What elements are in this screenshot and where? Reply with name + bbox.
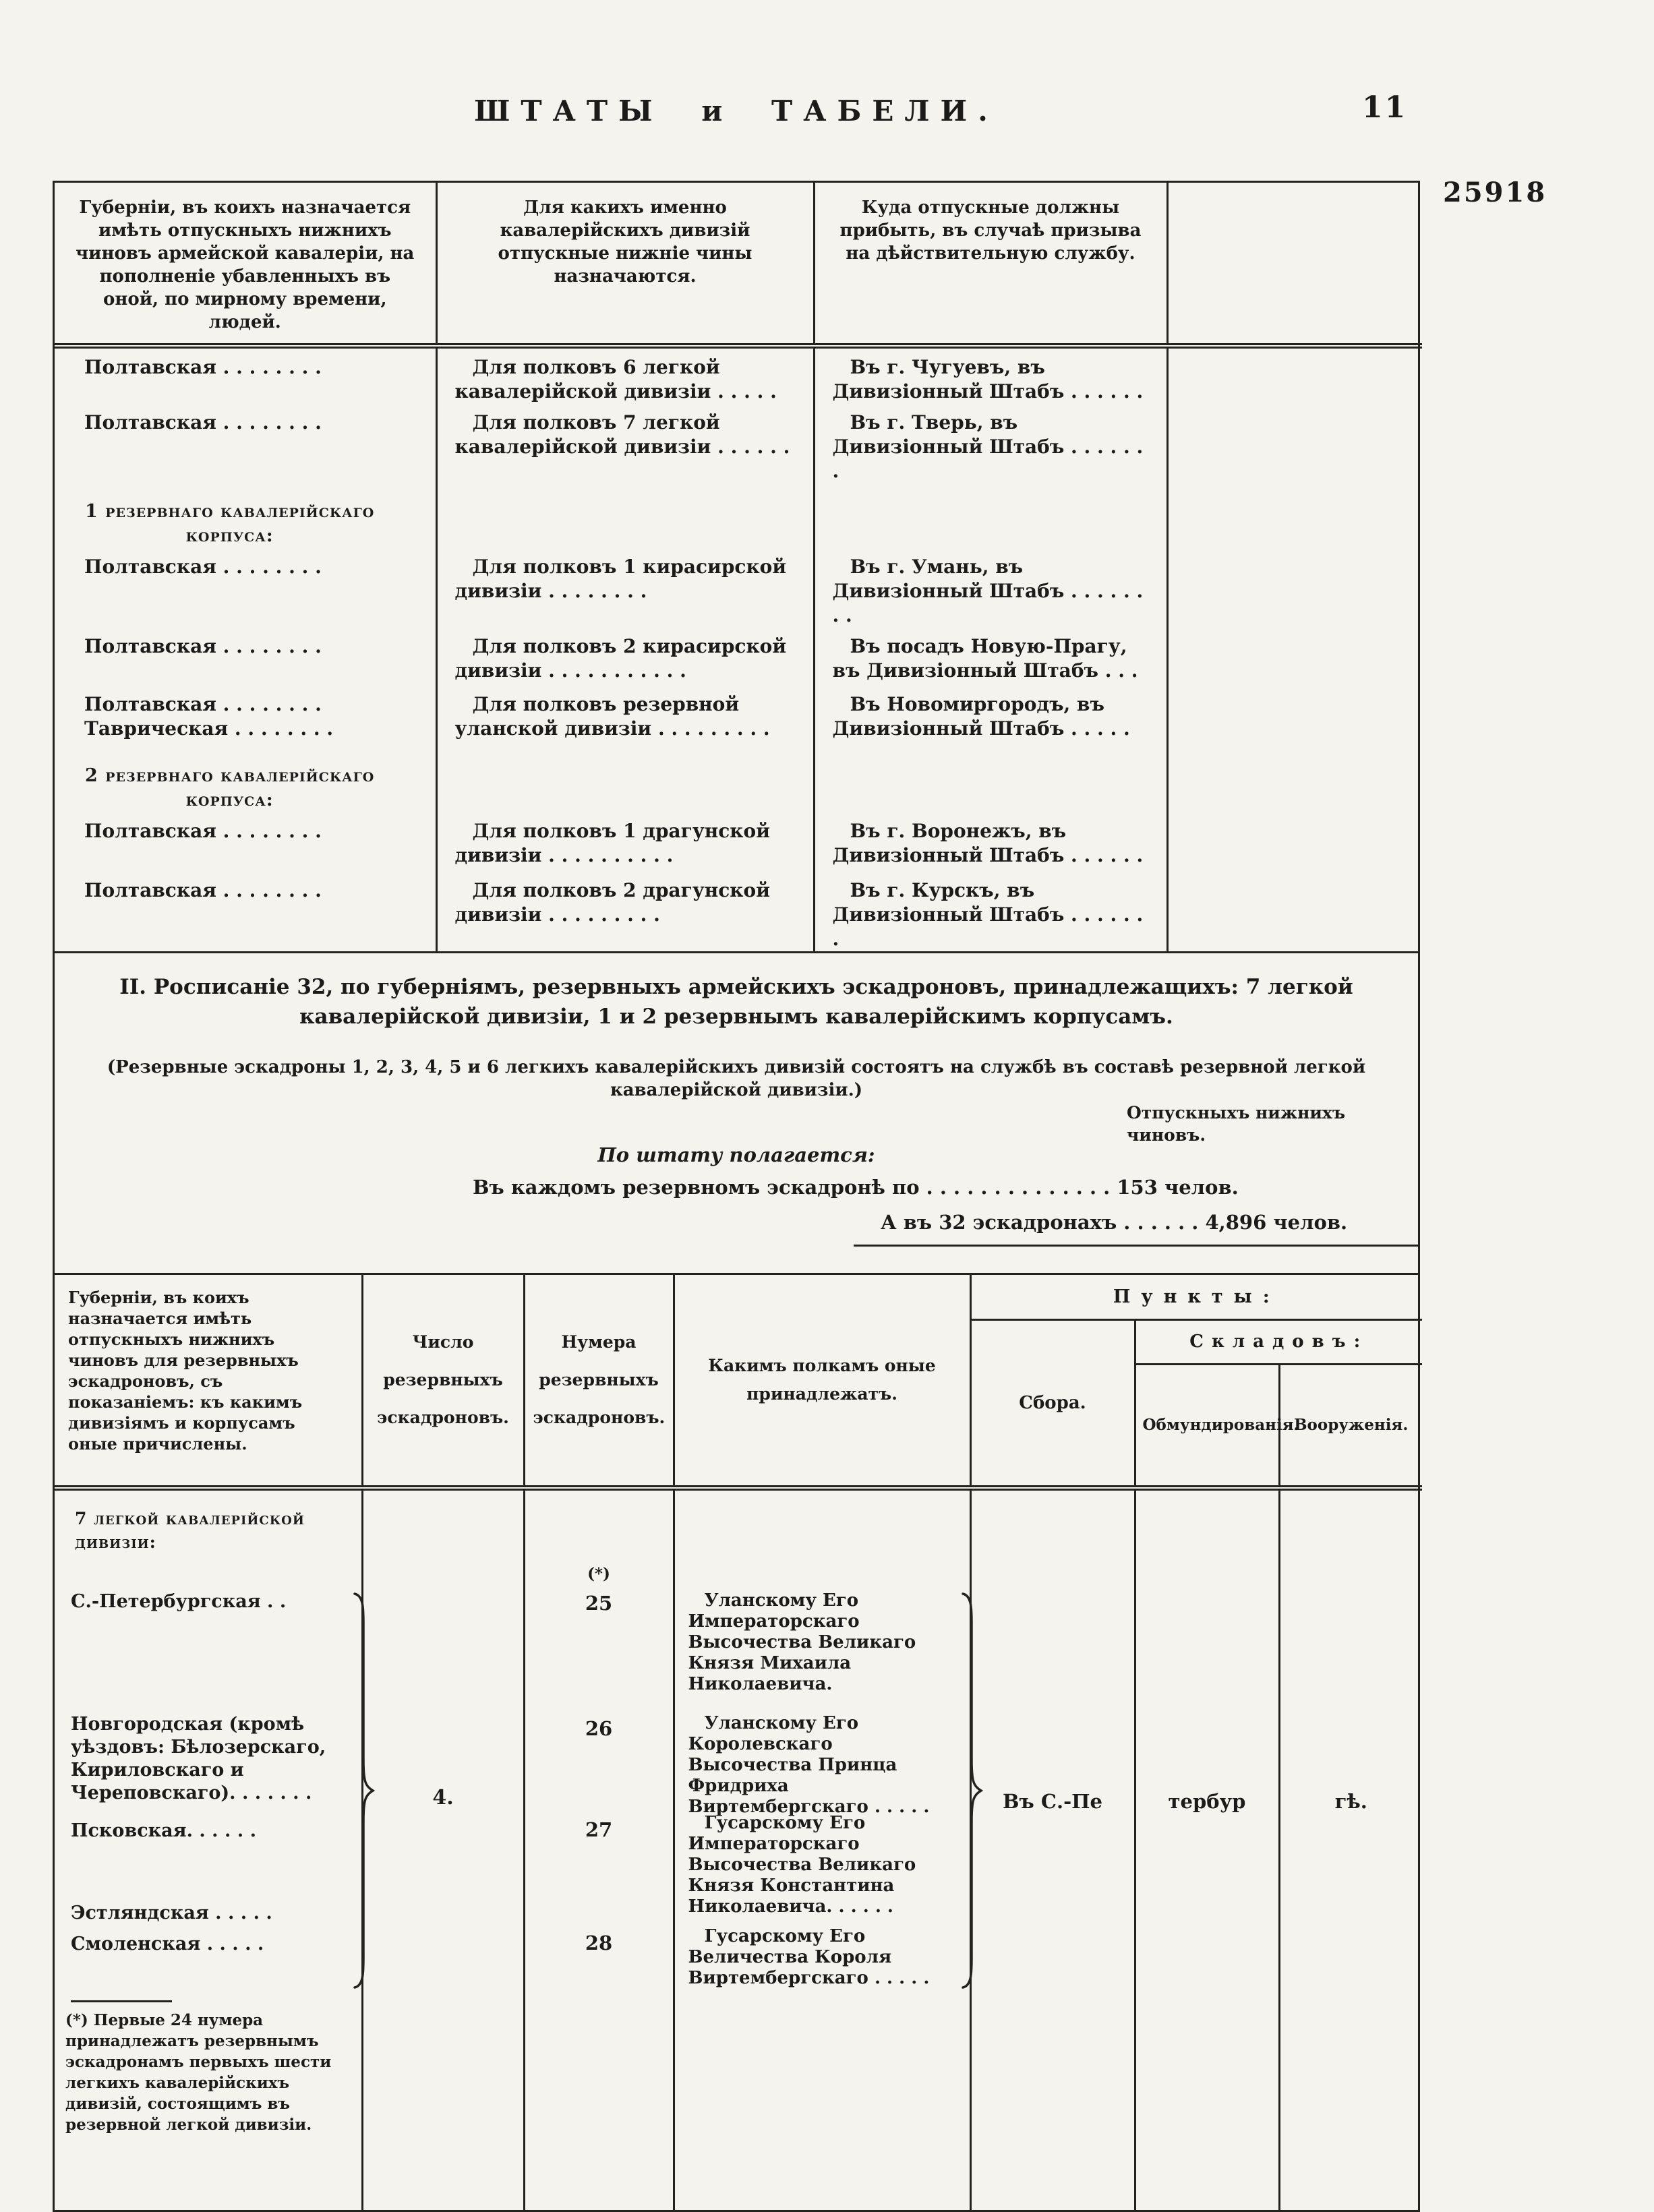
destination-cell: Въ г. Курскъ, въ Дивизіонный Штабъ . . . . . . . xyxy=(814,872,1167,951)
empty-cell xyxy=(1167,346,1422,404)
empty-cell xyxy=(814,483,1167,548)
t2-uniform-depot-cell xyxy=(1135,1488,1279,2210)
squadron-count-value: 4. xyxy=(432,1786,454,1810)
t2-body-row xyxy=(55,1488,1422,2210)
t2-header-squadron-numbers: Нумера резервныхъ эскадроновъ. xyxy=(524,1275,674,1488)
section-ii-title: II. Росписаніе 32, по губерніямъ, резервныхъ армейскихъ эскадроновъ, принадлежащихъ: 7 легкой кавалерійской дивизіи, 1 и 2 резервнымъ кавалерійскимъ корпусамъ. xyxy=(119,975,1353,1029)
table-row xyxy=(55,346,1422,404)
division-section-label: 7 легкой кавалерійской дивизіи: xyxy=(75,1509,305,1552)
t2-regiments-cell xyxy=(674,1488,970,2210)
per-squadron-value: 153 челов. xyxy=(1117,1176,1239,1199)
governorate-cell: Полтавская . . . . . . . . xyxy=(55,548,436,628)
governorate-cell: Полтавская . . . . . . . . xyxy=(55,872,436,951)
regiment-entry: Гусарскому Его Величества Короля Виртембергскаго . . . . . xyxy=(688,1926,930,1988)
section-cell xyxy=(55,483,436,548)
uniform-depot-value: тербур xyxy=(1168,1790,1246,1813)
document-frame xyxy=(53,181,1420,2212)
t2-squadron-count-cell xyxy=(362,1488,524,2210)
governorate-line: Псковская. . . . . . xyxy=(71,1820,256,1841)
t2-governorates-cell xyxy=(55,1488,362,2210)
destination-cell: Въ Новомиргородъ, въ Дивизіонный Штабъ . . . . . xyxy=(814,686,1167,748)
t2-squadron-numbers-cell xyxy=(524,1488,674,2210)
empty-cell xyxy=(1167,686,1422,748)
corps-section-label: 1 резервнаго кавалерійскаго корпуса: xyxy=(85,501,375,546)
table-row xyxy=(55,686,1422,748)
total-line xyxy=(881,1211,1347,1234)
t1-header-destination: Куда отпускные должны прибыть, въ случаѣ призыва на дѣйствительную службу. xyxy=(814,183,1167,346)
division-cell: Для полковъ 6 легкой кавалерійской дивизіи . . . . . xyxy=(436,346,814,404)
total-value: 4,896 челов. xyxy=(1205,1211,1348,1234)
table-reserve-squadrons xyxy=(55,1275,1422,2210)
t2-header-weapons: Вооруженія. xyxy=(1279,1364,1422,1488)
section-cell xyxy=(55,748,436,812)
total-underline xyxy=(854,1245,1418,1247)
t2-header-row-1 xyxy=(55,1275,1422,1319)
footnote-marker: (*) xyxy=(587,1565,610,1583)
section-ii-note: (Резервные эскадроны 1, 2, 3, 4, 5 и 6 легкихъ кавалерійскихъ дивизій состоятъ на службѣ въ составѣ резервной легкой кавалерійской дивизіи.) xyxy=(107,1057,1366,1100)
table-row xyxy=(55,404,1422,483)
table-leave-assignments xyxy=(55,183,1422,951)
empty-cell xyxy=(436,483,814,548)
squadron-number: 26 xyxy=(585,1717,613,1740)
table-row xyxy=(55,628,1422,686)
empty-cell xyxy=(1167,872,1422,951)
t2-header-squadron-count: Число резервныхъ эскадроновъ. xyxy=(362,1275,524,1488)
destination-cell: Въ г. Тверь, въ Дивизіонный Штабъ . . . . . . . xyxy=(814,404,1167,483)
empty-cell xyxy=(1167,748,1422,812)
table-row xyxy=(55,548,1422,628)
weapons-depot-value: гѣ. xyxy=(1334,1790,1367,1813)
governorate-cell xyxy=(55,686,436,748)
regiment-entry: Уланскому Его Королевскаго Высочества Принца Фридриха Виртембергскаго . . . . . xyxy=(688,1713,930,1817)
t2-header-regiments: Какимъ полкамъ оные принадлежатъ. xyxy=(674,1275,970,1488)
division-cell: Для полковъ 2 драгунской дивизіи . . . . . . . . . xyxy=(436,872,814,951)
page-number: 11 xyxy=(1362,90,1408,125)
assembly-point-value: Въ С.-Пе xyxy=(1003,1790,1102,1813)
t2-header-governorates: Губерніи, въ коихъ назначается имѣть отпускныхъ нижнихъ чиновъ для резервныхъ эскадроновъ, съ показаніемъ: къ какимъ дивизіямъ и корпусамъ оные причислены. xyxy=(55,1275,362,1488)
governorate-line: Эстляндская . . . . . xyxy=(71,1903,272,1923)
governorate-line: Новгородская (кромѣ уѣздовъ: Бѣлозерскаго, Кириловскаго и Череповскаго). . . . . . . xyxy=(71,1714,326,1803)
t1-header-row xyxy=(55,183,1422,346)
empty-cell xyxy=(1167,812,1422,872)
empty-cell xyxy=(1167,548,1422,628)
destination-cell: Въ г. Чугуевъ, въ Дивизіонный Штабъ . . . . . . xyxy=(814,346,1167,404)
squadron-number: 27 xyxy=(585,1818,613,1841)
squadron-number: 28 xyxy=(585,1932,613,1954)
document-number: 25918 xyxy=(1443,177,1547,208)
total-label: А въ 32 эскадронахъ . . . . . . xyxy=(881,1211,1199,1234)
per-squadron-label: Въ каждомъ резервномъ эскадронѣ по . . . . . . . . . . . . . . xyxy=(473,1176,1111,1199)
division-cell: Для полковъ 1 кирасирской дивизіи . . . . . . . . xyxy=(436,548,814,628)
section-ii xyxy=(55,951,1418,1275)
squadron-number: 25 xyxy=(585,1592,613,1615)
governorate-line: Смоленская . . . . . xyxy=(71,1934,264,1954)
footnote-rule xyxy=(71,2000,172,2002)
table-row xyxy=(55,812,1422,872)
empty-cell xyxy=(1167,628,1422,686)
division-cell: Для полковъ 2 кирасирской дивизіи . . . . . . . . . . . xyxy=(436,628,814,686)
corps-section-label: 2 резервнаго кавалерійскаго корпуса: xyxy=(85,765,375,810)
governorate-line: Полтавская . . . . . . . . xyxy=(84,693,322,715)
t1-header-governorates: Губерніи, въ коихъ назначается имѣть отпускныхъ нижнихъ чиновъ армейской кавалеріи, на пополненіе убавленныхъ въ оной, по мирному времени, людей. xyxy=(55,183,436,346)
leave-lower-ranks-label: Отпускныхъ нижнихъ чиновъ. xyxy=(1127,1103,1345,1145)
t1-header-empty xyxy=(1167,183,1422,346)
empty-cell xyxy=(1167,483,1422,548)
t2-header-points-group: Пункты: xyxy=(970,1275,1422,1319)
section-row xyxy=(55,483,1422,548)
governorate-cell: Полтавская . . . . . . . . xyxy=(55,628,436,686)
footnote-text: (*) Первые 24 нумера принадлежатъ резервнымъ эскадронамъ первыхъ шести легкихъ кавалерійскихъ дивизій, состоящимъ въ резервной легкой дивизіи. xyxy=(65,2011,332,2134)
destination-cell: Въ посадъ Новую-Прагу, въ Дивизіонный Штабъ . . . xyxy=(814,628,1167,686)
staffing-label: По штату полагается: xyxy=(597,1143,875,1166)
governorate-line: С.-Петербургская . . xyxy=(71,1591,287,1612)
division-cell: Для полковъ 7 легкой кавалерійской дивизіи . . . . . . xyxy=(436,404,814,483)
page-title: ШТАТЫ и ТАБЕЛИ. xyxy=(474,94,999,127)
governorate-cell: Полтавская . . . . . . . . xyxy=(55,404,436,483)
division-cell: Для полковъ 1 драгунской дивизіи . . . . . . . . . . xyxy=(436,812,814,872)
empty-cell xyxy=(436,748,814,812)
division-cell: Для полковъ резервной уланской дивизіи . . . . . . . . . xyxy=(436,686,814,748)
t2-weapons-depot-cell xyxy=(1279,1488,1422,2210)
empty-cell xyxy=(814,748,1167,812)
destination-cell: Въ г. Воронежъ, въ Дивизіонный Штабъ . . . . . . xyxy=(814,812,1167,872)
destination-cell: Въ г. Умань, въ Дивизіонный Штабъ . . . . . . . . xyxy=(814,548,1167,628)
regiment-entry: Уланскому Его Императорскаго Высочества Великаго Князя Михаила Николаевича. xyxy=(688,1590,916,1694)
per-squadron-line xyxy=(473,1176,1239,1199)
section-row xyxy=(55,748,1422,812)
governorate-cell: Полтавская . . . . . . . . xyxy=(55,812,436,872)
t2-header-uniforms: Обмундированія. xyxy=(1135,1364,1279,1488)
t2-header-assembly: Сбора. xyxy=(970,1319,1135,1488)
empty-cell xyxy=(1167,404,1422,483)
t1-header-divisions: Для какихъ именно кавалерійскихъ дивизій отпускные нижніе чины назначаются. xyxy=(436,183,814,346)
governorate-cell: Полтавская . . . . . . . . xyxy=(55,346,436,404)
governorate-line: Таврическая . . . . . . . . xyxy=(84,717,334,740)
table-row xyxy=(55,872,1422,951)
regiment-entry: Гусарскому Его Императорскаго Высочества Великаго Князя Константина Николаевича. . . . . . xyxy=(688,1813,916,1917)
t2-header-depots-group: Складовъ: xyxy=(1135,1319,1422,1364)
t2-assembly-cell xyxy=(970,1488,1135,2210)
